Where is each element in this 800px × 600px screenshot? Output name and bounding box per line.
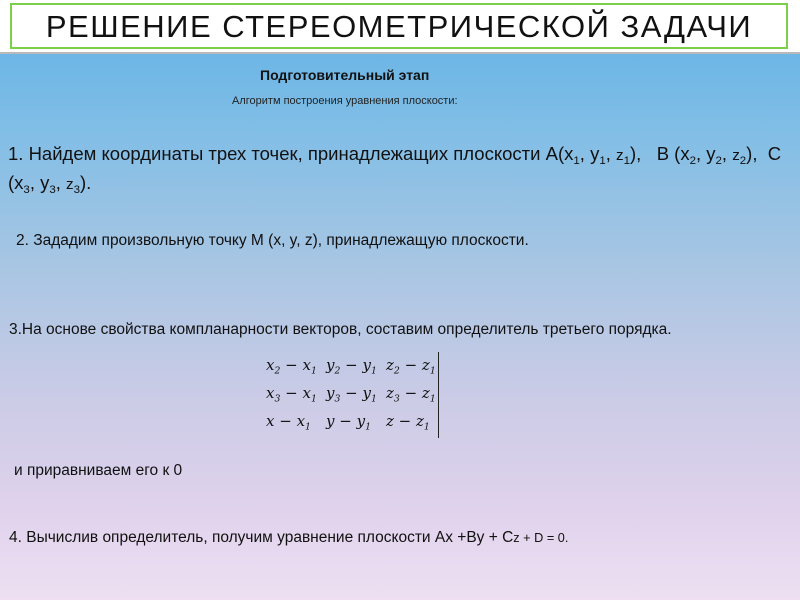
point-b: B ($x_2$, $y_2$, $z_2$), [656, 143, 758, 167]
slide-title: РЕШЕНИЕ СТЕРЕОМЕТРИЧЕСКОЙ ЗАДАЧИ [45, 9, 753, 44]
step-2: 2. Зададим произвольную точку М (x, y, z), принадлежащую плоскости. [16, 232, 529, 249]
title-box [10, 3, 788, 49]
title-band [0, 0, 800, 54]
step-1 [8, 140, 793, 198]
determinant [258, 352, 439, 438]
stage-heading: Подготовительный этап [260, 67, 430, 83]
det-cell: $x_2 - x_1$ [266, 356, 317, 377]
point-a: $A(x_1$, $y_1$, $z_1$), [545, 143, 642, 167]
step-1-text: 1. Найдем координаты трех точек, принадлежащих плоскости [8, 143, 541, 164]
det-cell: $y - y_1$ [326, 412, 371, 433]
point-c: C ($x_3$, $y_3$, $z_3$). [8, 143, 782, 196]
det-cell: $y_2 - y_1$ [326, 356, 377, 377]
det-cell: $z_2 - z_1$ [386, 356, 436, 377]
det-cell: $z - z_1$ [386, 412, 430, 433]
det-cell: $x_3 - x_1$ [266, 384, 317, 405]
det-cell: $x - x_1$ [266, 412, 311, 433]
step-3: 3.На основе свойства компланарности векторов, составим определитель третьего порядка. [9, 321, 672, 338]
algorithm-caption: Алгоритм построения уравнения плоскости: [232, 95, 458, 107]
det-cell: $z_3 - z_1$ [386, 384, 436, 405]
det-cell: $y_3 - y_1$ [326, 384, 377, 405]
step-4: 4. Вычислив определитель, получим уравнение плоскости Ax +By + Cz + D = 0. [9, 529, 569, 546]
equate-zero-note: и приравниваем его к 0 [14, 462, 183, 479]
